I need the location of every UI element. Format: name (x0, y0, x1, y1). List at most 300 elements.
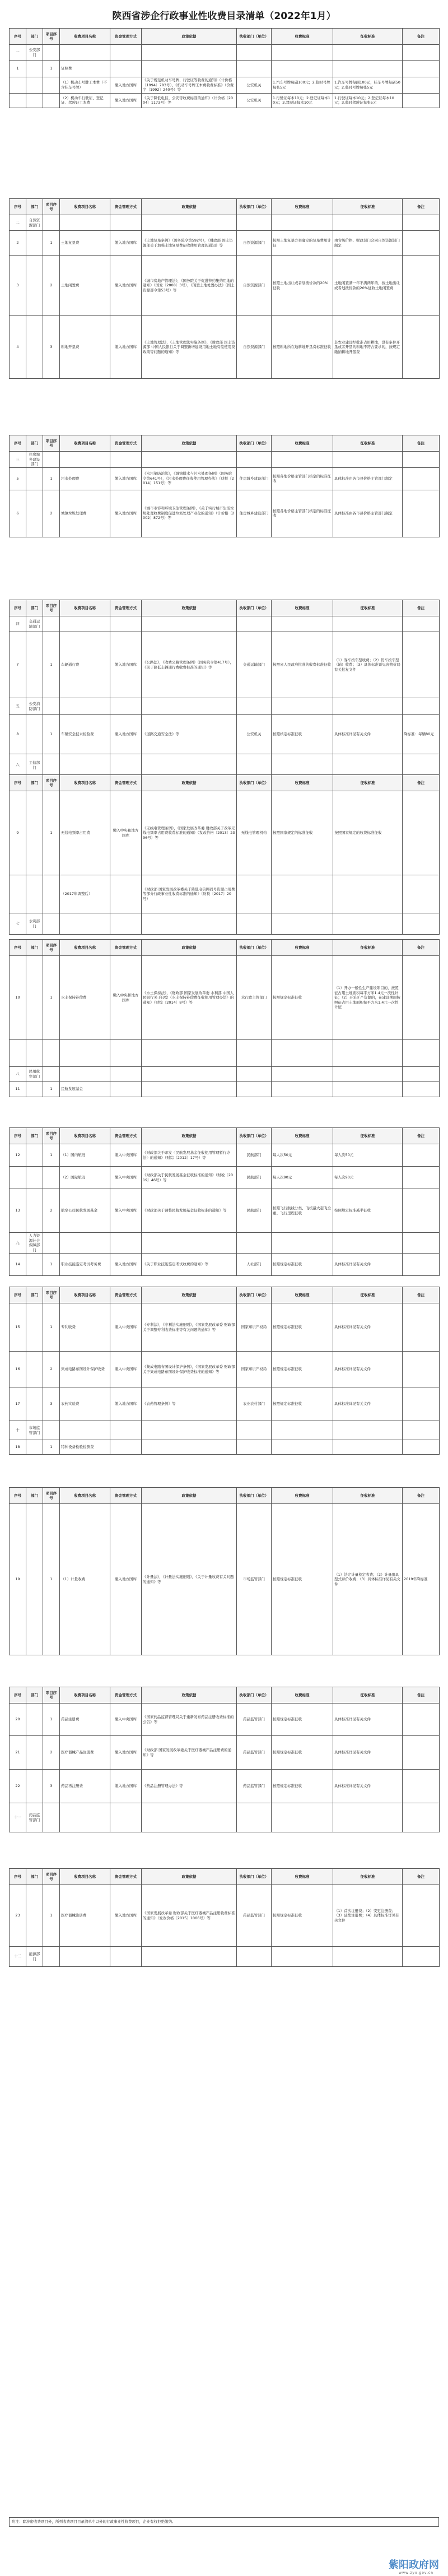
table-cell (403, 256, 440, 316)
table-row (10, 1947, 440, 1967)
table-cell (403, 490, 440, 537)
table-cell: 缴入中央和地方国库 (110, 791, 142, 875)
table-cell (26, 956, 43, 1040)
table-cell (403, 61, 440, 77)
table-cell (26, 715, 43, 754)
column-header: 收费标准 (272, 600, 333, 616)
table-cell: 2 (43, 256, 60, 316)
table-cell: 每人次90元 (333, 1167, 403, 1189)
column-header: 征收标准 (333, 1287, 403, 1303)
table-cell: 按照飞行航线分类、飞机最大起飞全重、飞行里程征收 (272, 1189, 333, 1233)
table-row (10, 256, 440, 316)
table-cell: 土地闲置满一年不满两年的，按土地出让或者划拨价款的20%征收土地闲置费 (333, 256, 403, 316)
table-cell: 药品监管部门 (26, 1803, 43, 1832)
column-header: 收费标准 (272, 1687, 333, 1704)
table-row (10, 632, 440, 698)
table-cell: 缴入地方国库 (110, 1770, 142, 1803)
table-cell (26, 1167, 43, 1189)
table-cell: 《道路交通安全法》等 (142, 715, 237, 754)
table-cell (10, 1040, 26, 1067)
table-cell: 1 (43, 632, 60, 698)
table-cell: 《水土保持法》，《财政部 国家发展改革委 水利部 中国人民银行关于印发〈水土保持补偿费征收使用管理办法〉的通知》（财综〔2014〕8号）等 (142, 956, 237, 1040)
column-header: 执收部门（单位） (237, 1287, 272, 1303)
table-cell: 1 (43, 1254, 60, 1276)
column-header: 执收部门（单位） (237, 1128, 272, 1144)
table-cell (110, 1082, 142, 1097)
table-cell: 按照土地出让或者划拨价款的20%征收 (272, 256, 333, 316)
column-header: 政策依据 (142, 435, 237, 452)
table-header-row (10, 1488, 440, 1504)
table-cell: （1）机动车号牌工本费（不含挂车号牌） (60, 77, 110, 94)
column-header: 备注 (403, 1869, 440, 1885)
table-cell: （1）首次注册费；（2）变更注册费；（3）延续注册费；（4）具体标准详见有关文件 (333, 1885, 403, 1947)
table-cell: 五 (10, 698, 26, 715)
table-cell: 1 (43, 1504, 60, 1655)
table-cell (333, 875, 403, 913)
column-header: 资金管理方式 (110, 1488, 142, 1504)
table-cell: （1）国内航班 (60, 1144, 110, 1167)
table-cell: 四 (10, 616, 26, 632)
table-cell: 2 (43, 1352, 60, 1387)
table-cell (403, 1352, 440, 1387)
table-cell: 《财政部 国家发展改革委关于医疗器械产品注册费的通知》等 (142, 1736, 237, 1770)
table-cell (237, 1233, 272, 1254)
table-cell: 工信部门 (26, 754, 43, 777)
table-header-row (10, 199, 440, 215)
table-cell (26, 256, 43, 316)
fee-table (9, 1127, 440, 1276)
table-cell (272, 1040, 333, 1067)
column-header: 收费标准 (272, 29, 333, 45)
table-cell: 缴入地方国库 (110, 1387, 142, 1421)
table-cell: 3 (43, 1387, 60, 1421)
table-cell: 1 (43, 956, 60, 1040)
column-header: 资金管理方式 (110, 600, 142, 616)
column-header: 项目序号 (43, 940, 60, 956)
table-cell: 1.汽车号牌每副100元，挂车号牌每副50元；2.临时号牌每张5元 (333, 77, 403, 94)
table-cell (403, 1770, 440, 1803)
table-cell: 《无线电管理条例》，《国家发展改革委 财政部关于改革无线电频率占用费收费标准的通知》（发改价格〔2013〕2396号）等 (142, 791, 237, 875)
column-header: 收费项目名称 (60, 29, 110, 45)
table-cell (333, 1082, 403, 1097)
column-header: 备注 (403, 775, 440, 791)
table-cell (333, 1440, 403, 1455)
table-cell: 民航部门 (237, 1167, 272, 1189)
column-header: 资金管理方式 (110, 1287, 142, 1303)
table-cell (110, 1421, 142, 1440)
fee-table-section (9, 1868, 439, 1967)
table-cell: （1）计量收费 (60, 1504, 110, 1655)
table-cell (43, 452, 60, 468)
footnote: 附注：除涉密收费项目外，所列收费项目目录清单中以外的行政事业性收费项目，企业有权拒绝缴纳。 (9, 2517, 439, 2527)
table-cell: 《财政部关于调整民航发展基金征收标准的通知》等 (142, 1189, 237, 1233)
table-cell: 一 (10, 45, 26, 61)
column-header: 征收标准 (333, 1687, 403, 1704)
column-header: 备注 (403, 435, 440, 452)
column-header: 项目序号 (43, 29, 60, 45)
column-header: 政策依据 (142, 29, 237, 45)
table-cell (10, 1167, 26, 1189)
fee-table (9, 1868, 440, 1967)
column-header: 序号 (10, 1488, 26, 1504)
table-cell (272, 616, 333, 632)
table-cell: 《关于规范机动车号牌、行驶证等收费的通知》（计价格〔1994〕783号），《机动车号牌工本费收费标准》（价费字〔1992〕240号）等 (142, 77, 237, 94)
table-cell (26, 61, 43, 77)
table-cell (142, 698, 237, 715)
table-cell (237, 754, 272, 777)
table-cell (26, 1189, 43, 1233)
table-cell: 公安机关 (237, 93, 272, 108)
column-header: 部门 (26, 29, 43, 45)
column-header: 项目序号 (43, 1287, 60, 1303)
table-cell: （1）开办一般性生产建设项目的，按照征占用土地面积每平方米1.4元一次性计征；（2）开采矿产资源的，在建设期间按照征占用土地面积每平方米1.4元一次性计征 (333, 956, 403, 1040)
table-cell (237, 1440, 272, 1455)
table-cell (333, 1040, 403, 1067)
fee-table (9, 1687, 440, 1832)
table-cell (142, 1803, 237, 1832)
table-header-row (10, 775, 440, 791)
table-cell: 按照省人民政府批准的收费标准征收 (272, 632, 333, 698)
table-cell: 水土保持补偿费 (60, 956, 110, 1040)
table-cell (272, 1082, 333, 1097)
column-header: 收费标准 (272, 435, 333, 452)
table-cell (272, 452, 333, 468)
table-cell (403, 791, 440, 875)
table-cell: 十二 (10, 1947, 26, 1967)
table-cell (43, 77, 60, 94)
table-cell: 缴入地方国库 (110, 316, 142, 379)
column-header: 收费标准 (272, 940, 333, 956)
table-cell: 住房城乡建设部门 (237, 490, 272, 537)
table-cell (60, 1947, 110, 1967)
table-cell: 土地闲置费 (60, 256, 110, 316)
column-header: 收费标准 (272, 199, 333, 215)
column-header: 执收部门（单位） (237, 940, 272, 956)
table-row (10, 1303, 440, 1352)
fee-table (9, 1487, 440, 1655)
table-cell: 集成电路布图设计保护收费 (60, 1352, 110, 1387)
table-cell: 按照规定标准征收 (272, 1352, 333, 1387)
table-cell: 按照国家规定的标准征收 (272, 791, 333, 875)
table-cell (43, 93, 60, 108)
table-cell: 缴入中央国库 (110, 1303, 142, 1352)
table-row (10, 1254, 440, 1276)
table-cell: 特种设备检验检测费 (60, 1440, 110, 1455)
column-header: 资金管理方式 (110, 1687, 142, 1704)
table-cell: 国家知识产权局 (237, 1352, 272, 1387)
column-header: 征收标准 (333, 940, 403, 956)
table-cell (237, 215, 272, 231)
table-cell: 专利收费 (60, 1303, 110, 1352)
fee-table-section (9, 1287, 439, 1455)
table-cell: 缴入地方国库 (110, 77, 142, 94)
table-cell: 1 (43, 61, 60, 77)
table-cell (333, 452, 403, 468)
watermark-url: www.zyx.gov.cn (399, 2571, 433, 2575)
table-cell: 自然资源部门 (237, 316, 272, 379)
table-cell (142, 45, 237, 61)
column-header: 资金管理方式 (110, 1869, 142, 1885)
table-cell (272, 61, 333, 77)
table-cell: 按照规定标准减半征收 (333, 1189, 403, 1233)
table-cell (403, 1387, 440, 1421)
fee-table (9, 600, 440, 777)
column-header: 资金管理方式 (110, 775, 142, 791)
table-cell (60, 45, 110, 61)
table-cell: 每人次50元 (272, 1144, 333, 1167)
table-cell (10, 77, 26, 94)
column-header: 部门 (26, 600, 43, 616)
table-cell: 23 (10, 1885, 26, 1947)
table-cell: 证照费 (60, 61, 110, 77)
table-cell: 16 (10, 1352, 26, 1387)
table-cell (333, 698, 403, 715)
table-cell: 《关于降低电信、公安等收费标准的通知》（计价格〔2004〕1173号）等 (142, 93, 237, 108)
table-cell (26, 467, 43, 490)
table-cell: 按照耕地所在地耕地开垦费标准征收 (272, 316, 333, 379)
table-cell (26, 93, 43, 108)
fee-table-section (9, 774, 439, 935)
table-header-row (10, 940, 440, 956)
table-row (10, 93, 440, 108)
table-cell: 降标准：每辆80元 (403, 715, 440, 754)
column-header: 收费标准 (272, 775, 333, 791)
table-cell: 《城市房地产管理法》，《国务院关于促进节约集约用地的通知》（国发〔2008〕3号），《闲置土地处置办法》（国土资源部令第53号）等 (142, 256, 237, 316)
table-cell (272, 1421, 333, 1440)
table-cell: 缴入中央国库 (110, 1189, 142, 1233)
table-cell: 土地复垦费 (60, 231, 110, 256)
table-cell (26, 1352, 43, 1387)
table-cell (110, 1067, 142, 1082)
table-cell: 1 (43, 1704, 60, 1736)
column-header: 项目序号 (43, 199, 60, 215)
table-cell: 3 (43, 1770, 60, 1803)
table-cell: 21 (10, 1736, 26, 1770)
table-cell: 七 (10, 913, 26, 935)
table-row (10, 1233, 440, 1254)
table-cell (403, 1167, 440, 1189)
table-cell: 1 (43, 467, 60, 490)
column-header: 项目序号 (43, 1128, 60, 1144)
table-row (10, 231, 440, 256)
column-header: 收费项目名称 (60, 435, 110, 452)
table-cell: 具体标准详见有关文件 (333, 1254, 403, 1276)
column-header: 征收标准 (333, 199, 403, 215)
fee-table (9, 28, 440, 108)
table-cell (403, 1885, 440, 1947)
table-cell (26, 1440, 43, 1455)
table-cell (43, 1803, 60, 1832)
table-cell (237, 913, 272, 935)
table-cell: 3 (43, 316, 60, 379)
table-cell (272, 1440, 333, 1455)
table-cell: 交通运输部门 (26, 616, 43, 632)
column-header: 征收标准 (333, 435, 403, 452)
column-header: 项目序号 (43, 1869, 60, 1885)
table-cell (60, 215, 110, 231)
table-cell: 自然资源部门 (237, 256, 272, 316)
column-header: 收费标准 (272, 1488, 333, 1504)
fee-table-section (9, 1127, 439, 1276)
table-cell: 缴入地方国库 (110, 1885, 142, 1947)
table-cell: 药品监管部门 (237, 1736, 272, 1770)
table-cell: 交通运输部门 (237, 632, 272, 698)
table-cell (403, 875, 440, 913)
table-cell: 十 (10, 1421, 26, 1440)
table-cell: 住房城乡建设部门 (237, 467, 272, 490)
column-header: 资金管理方式 (110, 1128, 142, 1144)
table-cell (403, 1440, 440, 1455)
table-row (10, 1387, 440, 1421)
table-cell (43, 215, 60, 231)
table-cell: 19 (10, 1504, 26, 1655)
column-header: 备注 (403, 1687, 440, 1704)
table-cell: 按照规定标准征收 (272, 1387, 333, 1421)
column-header: 序号 (10, 1128, 26, 1144)
table-cell: 民用航空部门 (26, 1067, 43, 1082)
table-cell: 4 (10, 316, 26, 379)
table-cell: 无线电频率占用费 (60, 791, 110, 875)
table-cell (333, 1067, 403, 1082)
table-row (10, 791, 440, 875)
table-cell: 22 (10, 1770, 26, 1803)
table-cell (272, 913, 333, 935)
table-cell (403, 1040, 440, 1067)
table-cell (43, 1040, 60, 1067)
table-cell: 市场监管部门 (26, 1421, 43, 1440)
table-cell: 民航部门 (237, 1189, 272, 1233)
table-cell: 车辆安全技术检验费 (60, 715, 110, 754)
table-cell: 按照核定标准征收 (272, 715, 333, 754)
table-cell: 农药实验费 (60, 1387, 110, 1421)
table-cell: 《财政部关于印发〈民航发展基金征收使用管理暂行办法〉的通知》（财综〔2012〕17号）等 (142, 1144, 237, 1167)
table-cell (142, 1421, 237, 1440)
column-header: 执收部门（单位） (237, 199, 272, 215)
table-cell: 《城市市容和环境卫生管理条例》，《关于实行城市生活垃圾处理收费制度促进垃圾处理产业化的通知》（计价格〔2002〕872号）等 (142, 490, 237, 537)
table-cell (403, 1947, 440, 1967)
table-cell (110, 698, 142, 715)
table-cell (237, 1947, 272, 1967)
table-cell: 八 (10, 1067, 26, 1082)
column-header: 部门 (26, 775, 43, 791)
table-cell: 1 (43, 1144, 60, 1167)
table-cell (403, 956, 440, 1040)
table-cell: 《国家药品监督管理局关于重新发布药品注册收费标准的公告》等 (142, 1704, 237, 1736)
table-cell: 非农业建设经批准占用耕地，没有条件开垦或者开垦的耕地不符合要求的，按规定缴纳耕地开垦费 (333, 316, 403, 379)
column-header: 执收部门（单位） (237, 1869, 272, 1885)
column-header: 部门 (26, 1488, 43, 1504)
table-cell (403, 452, 440, 468)
table-cell: 《专利法》，《专利法实施细则》，《国家发展改革委 财政部关于调整专利收费标准等有关问题的通知》等 (142, 1303, 237, 1352)
table-cell: 缴入中央和地方国库 (110, 956, 142, 1040)
fee-table-section (9, 1487, 439, 1655)
table-cell (403, 632, 440, 698)
table-cell (26, 1387, 43, 1421)
table-cell: 缴入中央国库 (110, 1144, 142, 1167)
table-cell (43, 1421, 60, 1440)
table-cell: 能源部门 (26, 1947, 43, 1967)
column-header: 执收部门（单位） (237, 1687, 272, 1704)
table-cell: 按照各地价格主管部门核定的标准征收 (272, 467, 333, 490)
table-cell (333, 45, 403, 61)
column-header: 政策依据 (142, 1488, 237, 1504)
table-cell (403, 1082, 440, 1097)
table-row (10, 316, 440, 379)
table-cell: 航空公司民航发展基金 (60, 1189, 110, 1233)
table-cell (110, 45, 142, 61)
column-header: 序号 (10, 1287, 26, 1303)
table-cell: 缴入地方国库 (110, 1504, 142, 1655)
column-header: 收费标准 (272, 1128, 333, 1144)
column-header: 征收标准 (333, 29, 403, 45)
table-cell: 《土地复垦条例》（国务院令第592号），《财政部 国土资源部关于加强土地复垦费征收使用管理的通知》等 (142, 231, 237, 256)
column-header: 部门 (26, 1128, 43, 1144)
table-cell: 缴入地方国库 (110, 1254, 142, 1276)
table-cell (110, 452, 142, 468)
table-cell (403, 77, 440, 94)
table-row (10, 913, 440, 935)
table-cell (26, 875, 43, 913)
table-cell (237, 616, 272, 632)
fee-table-section (9, 28, 439, 108)
table-cell: 按照规定标准征收 (272, 956, 333, 1040)
table-cell: 二 (10, 215, 26, 231)
table-row (10, 956, 440, 1040)
table-row (10, 1352, 440, 1387)
column-header: 执收部门（单位） (237, 435, 272, 452)
table-cell (237, 1067, 272, 1082)
column-header: 资金管理方式 (110, 199, 142, 215)
table-cell: 按照国家规定的收费标准征收 (333, 791, 403, 875)
column-header: 政策依据 (142, 600, 237, 616)
table-cell (272, 215, 333, 231)
table-row (10, 61, 440, 77)
fee-table (9, 774, 440, 935)
table-cell: 具体标准详见有关文件 (333, 715, 403, 754)
table-cell (26, 791, 43, 875)
column-header: 资金管理方式 (110, 29, 142, 45)
table-cell (142, 61, 237, 77)
column-header: 收费项目名称 (60, 1128, 110, 1144)
table-cell: 每人次90元 (272, 1167, 333, 1189)
table-cell (237, 45, 272, 61)
table-cell: 1 (43, 791, 60, 875)
table-cell: 住房城乡建设部门 (26, 452, 43, 468)
column-header: 序号 (10, 940, 26, 956)
table-cell (237, 698, 272, 715)
table-row (10, 754, 440, 777)
table-cell (110, 61, 142, 77)
table-cell (333, 61, 403, 77)
column-header: 政策依据 (142, 1287, 237, 1303)
table-cell: 自然资源部门 (237, 231, 272, 256)
column-header: 备注 (403, 1287, 440, 1303)
column-header: 执收部门（单位） (237, 1488, 272, 1504)
table-cell: 1 (43, 231, 60, 256)
table-cell: 《计量法》，《计量法实施细则》，《关于计量收费有关问题的通知》等 (142, 1504, 237, 1655)
table-cell: （1）法定计量检定收费；（2）计量器具型式评价收费；（3）具体标准详见有关文件 (333, 1504, 403, 1655)
table-cell: 《公路法》，《收费公路管理条例》（国务院令第417号），《关于降低车辆通行费收费标准的通知》等 (142, 632, 237, 698)
table-cell (43, 45, 60, 61)
table-cell (237, 1421, 272, 1440)
column-header: 备注 (403, 600, 440, 616)
column-header: 备注 (403, 199, 440, 215)
table-cell: 按照规定标准征收 (272, 1504, 333, 1655)
table-cell (10, 875, 26, 913)
table-cell: 20 (10, 1704, 26, 1736)
table-cell: 医疗器械注册费 (60, 1885, 110, 1947)
table-cell (403, 616, 440, 632)
